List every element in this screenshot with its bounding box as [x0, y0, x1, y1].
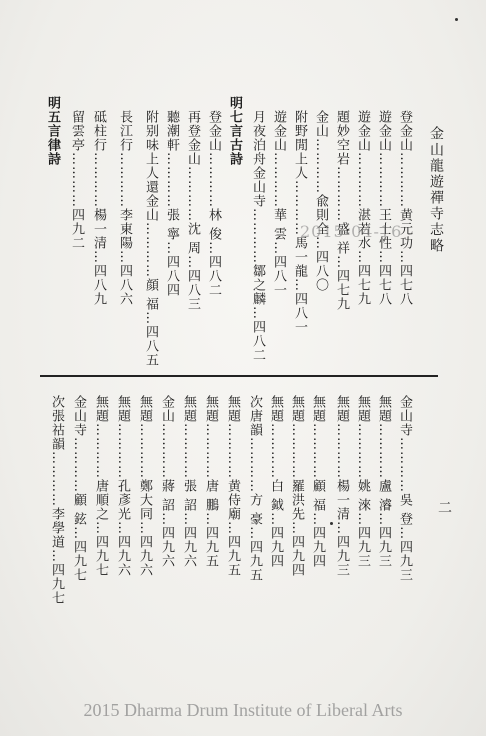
running-title: 金山龍遊禪寺志略 — [428, 126, 444, 254]
toc-entry: 題妙空岩…………盛 祥…四七九 — [334, 110, 349, 312]
toc-entry: 留雲亭…………四九二 — [69, 110, 84, 250]
toc-entry: 無題…………張 詔…四九六 — [181, 395, 196, 569]
watermark: 2015 Dharma Drum Institute of Liberal Arts — [83, 700, 403, 720]
page-number: 二 — [436, 500, 452, 518]
toc-entry: 登金山…………林 俊…四八二 — [206, 110, 221, 298]
toc-entry: 無題…………楊一清…四九三 — [334, 395, 349, 577]
toc-entry: 附野閒上人…………馬一龍…四八一 — [292, 110, 307, 334]
scan-date-stamp: 2015-04-16 — [300, 222, 403, 241]
toc-entry: 無題…………鄭大同…四九六 — [137, 395, 152, 577]
toc-entry: 金山…………兪則全…四八〇 — [313, 110, 328, 292]
section-heading: 明五言律詩 — [45, 96, 60, 166]
toc-entry: 金山寺…………顧 鉉…四九七 — [71, 395, 86, 583]
toc-entry: 聽潮軒…………張 寧…四八四 — [164, 110, 179, 298]
toc-entry: 無題…………白 鉞…四九四 — [268, 395, 283, 569]
section-heading: 明七言古詩 — [227, 96, 242, 166]
toc-entry: 遊金山…………湛若水…四七九 — [355, 110, 370, 306]
toc-entry: 遊金山…………王士性…四七八 — [376, 110, 391, 306]
toc-entry: 砥柱行…………楊一清…四八九 — [91, 110, 106, 306]
toc-entry: 金山寺…………吳 登…四九三 — [397, 395, 412, 583]
toc-entry: 無題…………姚 淶…四九三 — [355, 395, 370, 569]
toc-entry: 登金山…………黄元功…四七八 — [397, 110, 412, 306]
toc-entry: 次唐韻…………方 豪…四九五 — [247, 395, 262, 583]
ink-speck — [455, 18, 458, 21]
toc-entry: 附别味上人還金山…………顔 福…四八五 — [143, 110, 158, 368]
toc-entry: 無題…………黄侍廟…四九五 — [225, 395, 240, 577]
toc-entry: 無題…………顧 福…四九四 — [310, 395, 325, 569]
toc-entry: 無題…………羅洪先…四九四 — [289, 395, 304, 577]
toc-entry: 遊金山…………華 雲…四八一 — [271, 110, 286, 298]
toc-entry: 無題…………唐 鵬…四九五 — [203, 395, 218, 569]
divider-line — [40, 375, 438, 377]
toc-entry: 無題…………唐順之…四九七 — [93, 395, 108, 577]
ink-speck — [330, 522, 333, 525]
toc-entry: 再登金山…………沈 周…四八三 — [185, 110, 200, 312]
toc-entry: 無題…………盧 濬…四九三 — [376, 395, 391, 569]
toc-entry: 金山…………蔣 詔…四九六 — [159, 395, 174, 569]
toc-entry: 次張祜韻…………李學道…四九七 — [49, 395, 64, 605]
toc-entry: 長江行…………李東陽…四八六 — [117, 110, 132, 306]
toc-entry: 無題…………孔彥光…四九六 — [115, 395, 130, 577]
toc-entry: 月夜泊舟金山寺…………鄒之麟…四八二 — [250, 110, 265, 362]
